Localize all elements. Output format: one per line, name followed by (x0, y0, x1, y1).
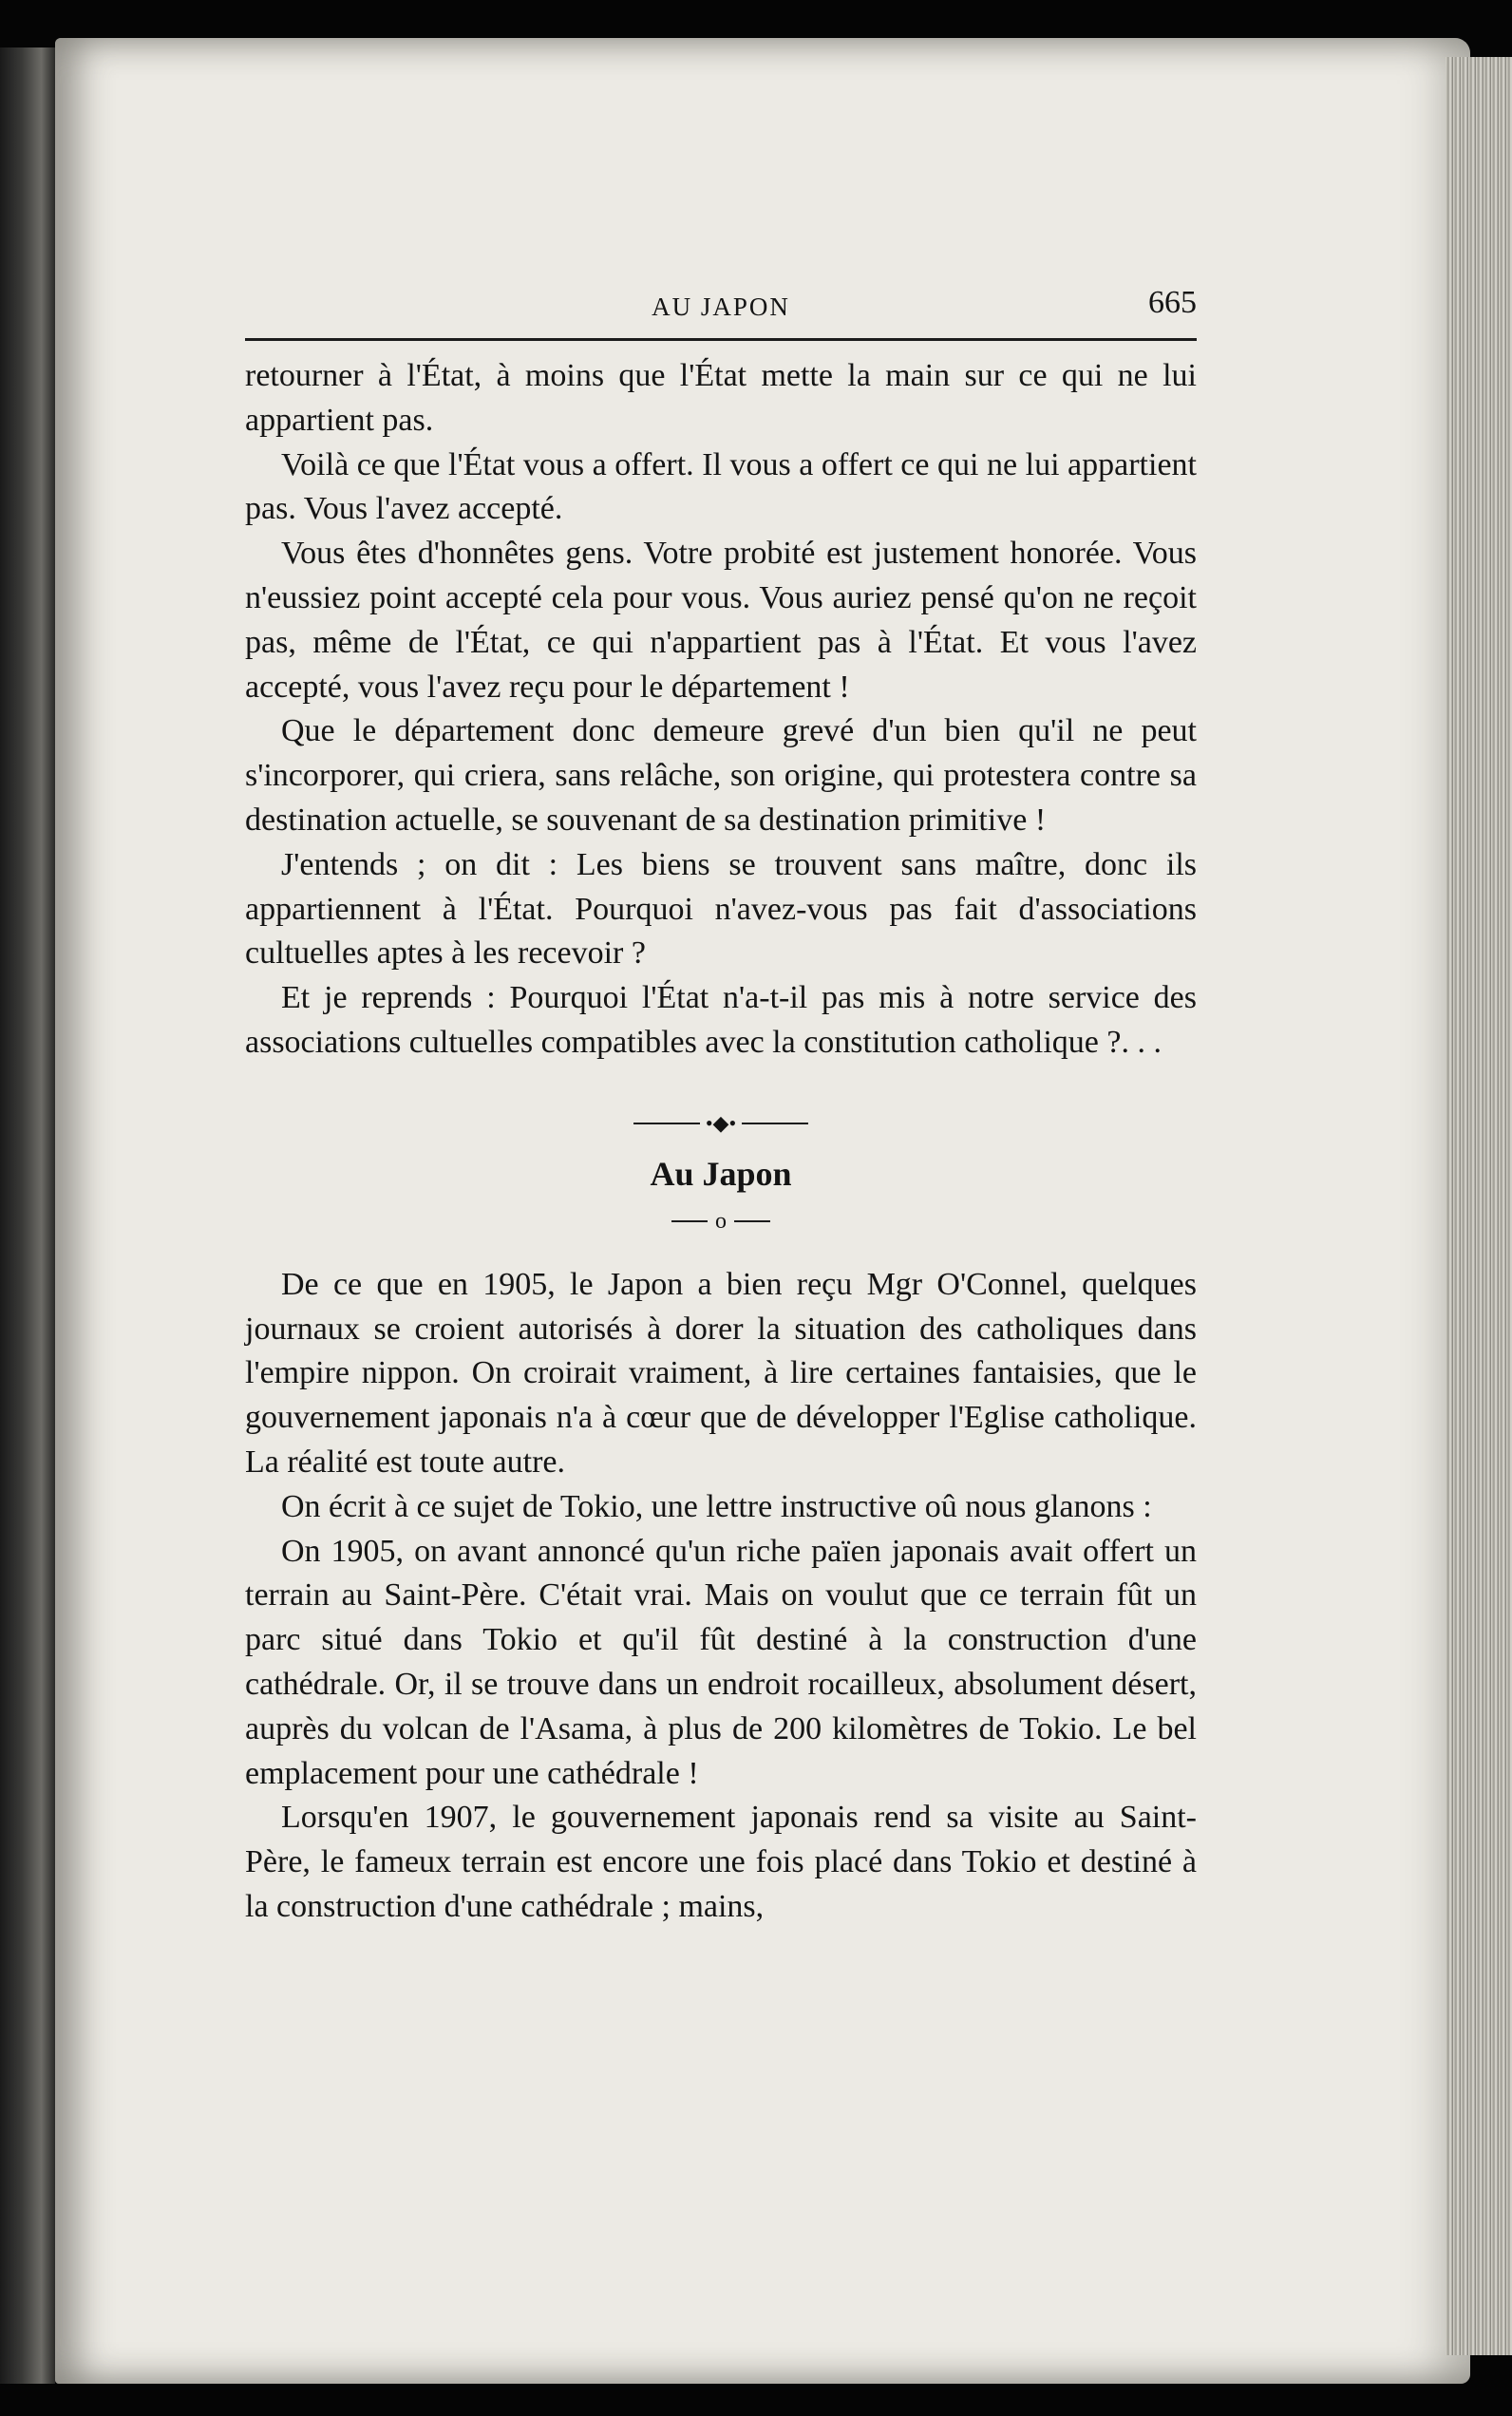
sub-divider-rule-right (734, 1220, 770, 1222)
paragraph: Lorsqu'en 1907, le gouvernement japonais rend sa visite au Saint-Père, le fameux terrain est encore une fois placé dans Tokio et destiné à la construction d'une cathédrale ; mains, (245, 1800, 1197, 1924)
sub-divider-ornament: o (715, 1208, 727, 1234)
section-divider (245, 1110, 1197, 1135)
facing-page-edge (0, 47, 55, 2384)
fleuron-ornament: •◆• (705, 1110, 737, 1135)
paragraph: Vous êtes d'honnêtes gens. Votre probité est justement honorée. Vous n'eussiez point accepté cela pour vous. Vous auriez pensé qu'on ne reçoit pas, même de l'État, ce qui n'appartient pas à l'État. Et vous l'avez accepté, vous l'avez reçu pour le département ! (245, 536, 1197, 705)
paragraph: J'entends ; on dit : Les biens se trouvent sans maître, donc ils appartiennent à l'État. Pourquoi n'avez-vous pas fait d'associations cultuelles aptes à les recevoir ? (245, 846, 1197, 972)
divider-rule-right (742, 1123, 808, 1124)
paragraph: On 1905, on avant annoncé qu'un riche païen japonais avait offert un terrain au Saint-Père. C'était vrai. Mais on voulut que ce terrain fût un parc situé dans Tokio et qu'il fût destiné à la construction d'une cathédrale. Or, il se trouve dans un endroit rocailleux, absolument désert, auprès du volcan de l'Asama, à plus de 200 kilomètres de Tokio. Le bel emplacement pour une cathédrale ! (245, 1533, 1197, 1791)
running-title: AU JAPON (652, 293, 790, 321)
running-header (245, 285, 1197, 341)
paragraph: Que le département donc demeure grevé d'un bien qu'il ne peut s'incorporer, qui criera, sans relâche, son origine, qui protestera contre sa destination actuelle, se souvenant de sa destination primitive ! (245, 713, 1197, 838)
paragraph: retourner à l'État, à moins que l'État mette la main sur ce qui ne lui appartient pas. (245, 358, 1197, 438)
paragraph: Et je reprends : Pourquoi l'État n'a-t-il pas mis à notre service des associations cultuelles compatibles avec la constitution catholique ?. . . (245, 980, 1197, 1060)
paragraph: Voilà ce que l'État vous a offert. Il vous a offert ce qui ne lui appartient pas. Vous l'avez accepté. (245, 446, 1197, 527)
sub-divider-rule-left (671, 1220, 708, 1222)
title-sub-divider (245, 1208, 1197, 1235)
page-number: 665 (1148, 285, 1197, 320)
divider-rule-left (633, 1123, 700, 1124)
paragraph: On écrit à ce sujet de Tokio, une lettre instructive oû nous glanons : (281, 1488, 1152, 1524)
text-column (245, 285, 1197, 1930)
paragraph: De ce que en 1905, le Japon a bien reçu Mgr O'Connel, quelques journaux se croient autorisés à dorer la situation des catholiques dans l'empire nippon. On croirait vraiment, à lire certaines fantaisies, que le gouvernement japonais n'a à cœur que de développer l'Eglise catholique. La réalité est toute autre. (245, 1266, 1197, 1480)
section-title: Au Japon (650, 1154, 792, 1193)
page-stack-edge (1446, 57, 1512, 2355)
